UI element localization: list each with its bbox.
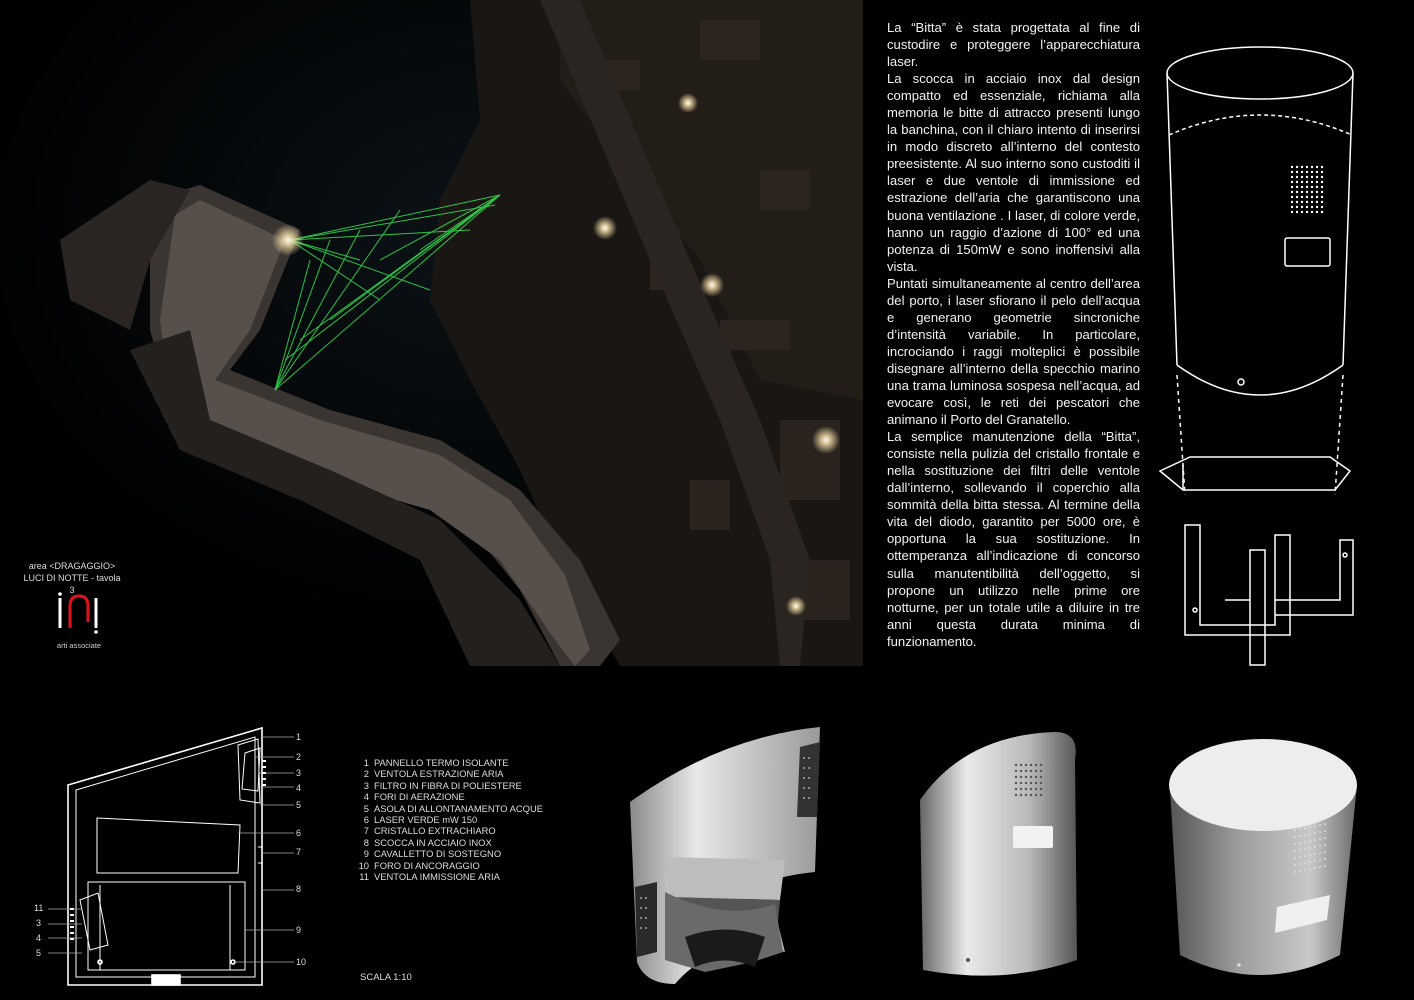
- legend-item: [356, 814, 543, 825]
- legend-number: 3: [363, 779, 369, 791]
- legend-label: VENTOLA IMMISSIONE ARIA: [374, 871, 500, 883]
- callout-number: 5: [36, 948, 42, 958]
- legend-item: [356, 825, 543, 836]
- legend-number: 9: [363, 848, 369, 860]
- legend-number: 10: [358, 859, 369, 871]
- studio-logo: [48, 592, 110, 648]
- legend-label: ASOLA DI ALLONTANAMENTO ACQUE: [374, 802, 543, 814]
- legend-number: 5: [363, 802, 369, 814]
- aerial-night-photo: [0, 0, 863, 666]
- callout-number: 4: [36, 933, 42, 943]
- logo-text: arti associate: [56, 641, 102, 650]
- callout-number: 5: [296, 800, 302, 810]
- legend-number: 8: [363, 836, 369, 848]
- callout-number: 1: [296, 732, 302, 742]
- logo-mark-icon: [48, 592, 110, 634]
- description-paragraph: Puntati simultaneamente al centro dell’area del porto, i laser sfiorano il pelo dell’acqua e generano geometrie sincroniche d’intensità variabile. In particolare, incrociando i raggi molteplici è possibile disegnare all’interno della specchio marino una trama luminosa sospesa nell’acqua, ad evocare così, le reti dei pescatori che animano il Porto del Granatello.: [887, 275, 1140, 428]
- legend-number: 7: [363, 825, 369, 837]
- legend-label: PANNELLO TERMO ISOLANTE: [374, 757, 509, 768]
- callout-number: 10: [296, 957, 307, 967]
- legend-item: [356, 837, 543, 848]
- exploded-line-drawing: [1155, 35, 1370, 675]
- section-drawing: [30, 725, 330, 990]
- description-paragraph: La “Bitta” è stata progettata al fine di custodire e proteggere l’apparecchiatura laser.: [887, 20, 1140, 70]
- legend-item: [356, 791, 543, 802]
- legend-item: [356, 768, 543, 779]
- legend-number: 6: [363, 814, 369, 826]
- legend-item: [356, 860, 543, 871]
- callout-number: 6: [296, 828, 302, 838]
- area-caption-line: LUCI DI NOTTE - tavola 3: [23, 573, 121, 595]
- legend-item: [356, 803, 543, 814]
- legend-number: 11: [359, 871, 369, 883]
- render-three-quarter: [1165, 735, 1360, 985]
- callout-number: 9: [296, 925, 302, 935]
- legend-label: FORO DI ANCORAGGIO: [374, 859, 480, 871]
- legend-label: LASER VERDE mW 150: [374, 814, 478, 826]
- callout-number: 7: [296, 847, 302, 857]
- legend-item: [356, 871, 543, 882]
- legend-label: FILTRO IN FIBRA DI POLIESTERE: [374, 779, 522, 791]
- component-legend: [356, 757, 543, 882]
- callout-number: 3: [296, 768, 302, 778]
- legend-label: CAVALLETTO DI SOSTEGNO: [374, 848, 502, 860]
- legend-label: CRISTALLO EXTRACHIARO: [374, 825, 496, 837]
- legend-item: [356, 757, 543, 768]
- render-front: [915, 730, 1085, 985]
- render-cutaway: [625, 722, 825, 987]
- callout-number: 11: [34, 903, 44, 913]
- scale-label: SCALA 1:10: [360, 972, 412, 983]
- callout-number: 2: [296, 752, 302, 762]
- legend-number: 2: [363, 768, 369, 780]
- lighthouse-light: [272, 224, 304, 256]
- callout-number: 8: [296, 884, 302, 894]
- description-text: [887, 19, 1140, 650]
- callout-number: 4: [296, 783, 302, 793]
- description-paragraph: La scocca in acciaio inox dal design compatto ed essenziale, richiama alla memoria le bitte di attracco presenti lungo la banchina, con il chiaro intento di inserirsi in modo discreto all’interno del contesto preesistente. Al suo interno sono custoditi il laser e due ventole di immissione ed estrazione dell’aria che garantiscono una buona ventilazione . I laser, di colore verde, hanno un raggio d’azione di 100° ed una potenza di 150mW e sono inoffensivi alla vista.: [887, 71, 1140, 274]
- callout-number: 3: [36, 918, 42, 928]
- legend-number: 4: [363, 791, 369, 803]
- legend-number: 1: [363, 757, 369, 768]
- area-caption: [22, 560, 122, 596]
- legend-item: [356, 780, 543, 791]
- legend-item: [356, 848, 543, 859]
- legend-label: VENTOLA ESTRAZIONE ARIA: [374, 768, 504, 780]
- legend-label: FORI DI AERAZIONE: [374, 791, 465, 803]
- legend-label: SCOCCA IN ACCIAIO INOX: [374, 836, 492, 848]
- area-caption-line: area <DRAGAGGIO>: [28, 561, 116, 571]
- description-paragraph: La semplice manutenzione della “Bitta”, consiste nella pulizia del cristallo frontale e nella sostituzione dei filtri delle ventole dall’interno, sollevando il coperchio alla sommità della bitta stessa. Al termine della vita del diodo, garantito per 5000 ore, è opportuna la sua sostituzione. In ottemperanza all’indicazione di concorso sulla manutentibilità dell’oggetto, si propone un utilizzo nelle prime ore notturne, per un totale utile a diluire in tre anni questa durata minima di funzionamento.: [887, 429, 1140, 649]
